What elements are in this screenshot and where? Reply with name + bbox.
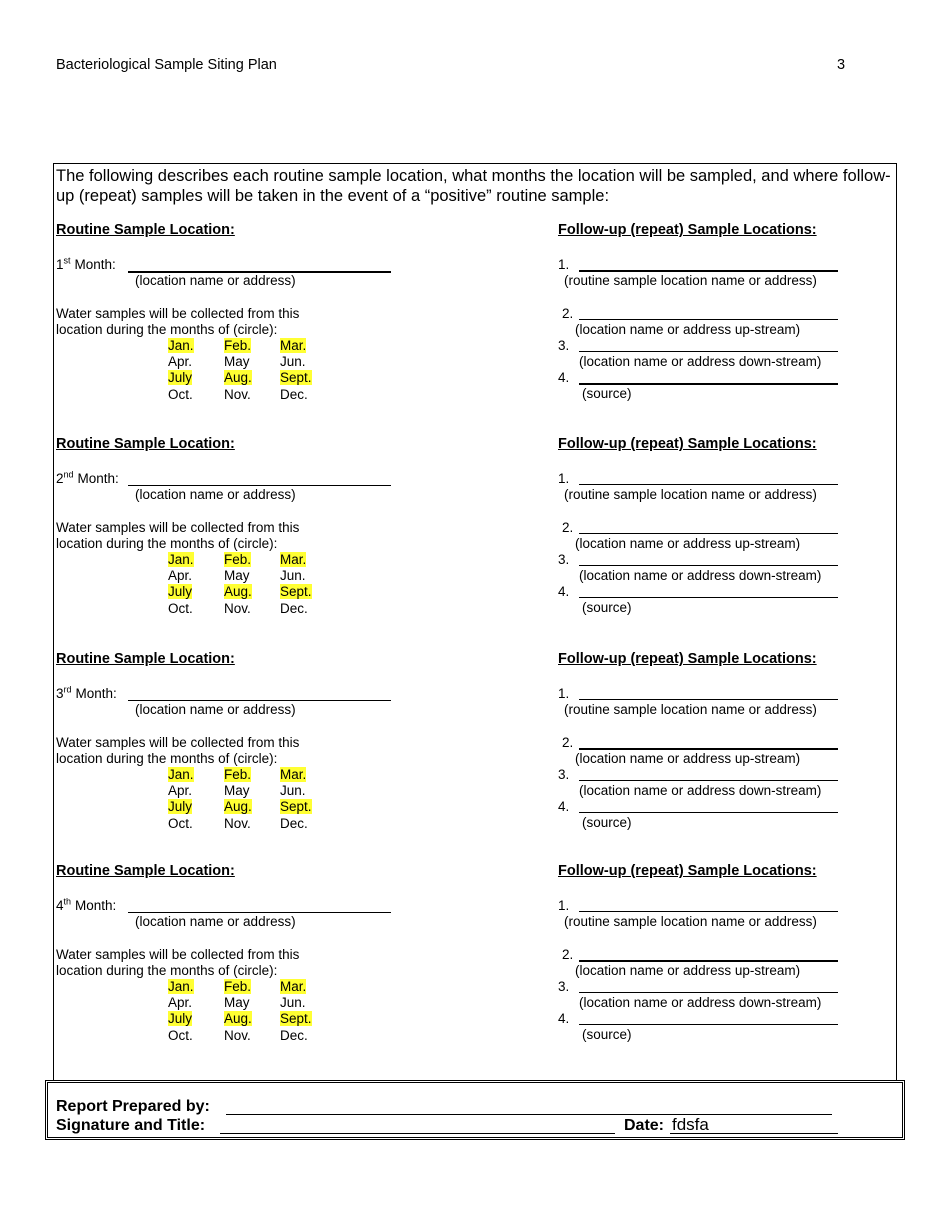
ordinal-number: 4 (56, 898, 64, 913)
followup-number-4: 4. (558, 584, 570, 599)
month-option[interactable]: Sept. (280, 370, 312, 386)
followup-location-field-4[interactable] (579, 597, 838, 598)
followup-location-field-4[interactable] (579, 812, 838, 813)
month-option[interactable]: Dec. (280, 815, 308, 831)
followup-locations-header: Follow-up (repeat) Sample Locations: (558, 436, 817, 452)
report-prepared-label: Report Prepared by: (56, 1098, 210, 1115)
ordinal-number: 1 (56, 257, 64, 272)
month-label: Month: (77, 471, 119, 486)
followup-number-4: 4. (558, 370, 570, 385)
ordinal-number: 3 (56, 686, 64, 701)
water-samples-text: location during the months of (circle): (56, 322, 278, 337)
followup-caption-1: (routine sample location name or address) (564, 487, 817, 502)
routine-location-field[interactable] (128, 912, 391, 913)
ordinal-number: 2 (56, 471, 64, 486)
month-option[interactable]: Aug. (224, 584, 252, 600)
month-option[interactable]: May (224, 568, 250, 584)
followup-number-1: 1. (558, 686, 570, 701)
month-label: Month: (74, 257, 116, 272)
routine-location-header: Routine Sample Location: (56, 436, 235, 452)
followup-location-field-3[interactable] (579, 780, 838, 781)
followup-location-field-1[interactable] (579, 484, 838, 485)
signature-title-field[interactable] (220, 1133, 615, 1134)
month-option[interactable]: July (168, 1011, 193, 1027)
water-samples-text: Water samples will be collected from this (56, 520, 300, 535)
water-samples-text: Water samples will be collected from this (56, 735, 300, 750)
followup-caption-1: (routine sample location name or address) (564, 702, 817, 717)
month-option[interactable]: Sept. (280, 584, 312, 600)
month-option[interactable]: July (168, 799, 193, 815)
followup-caption-3: (location name or address down-stream) (579, 354, 822, 369)
ordinal-suffix: rd (63, 684, 72, 695)
month-option[interactable]: Feb. (224, 979, 252, 994)
followup-caption-3: (location name or address down-stream) (579, 995, 822, 1010)
followup-caption-4: (source) (582, 815, 632, 830)
routine-location-header: Routine Sample Location: (56, 651, 235, 667)
followup-location-field-4[interactable] (579, 1024, 838, 1025)
month-option[interactable]: Jan. (168, 767, 194, 782)
water-samples-text: location during the months of (circle): (56, 963, 278, 978)
followup-number-4: 4. (558, 799, 570, 814)
month-option[interactable]: Nov. (224, 600, 251, 616)
month-option[interactable]: Oct. (168, 1027, 193, 1043)
ordinal-month-label (56, 686, 117, 701)
followup-location-field-4[interactable] (579, 383, 838, 385)
followup-number-1: 1. (558, 471, 570, 486)
month-option[interactable]: Aug. (224, 370, 252, 386)
month-option[interactable]: Aug. (224, 799, 252, 815)
followup-location-field-2[interactable] (579, 533, 838, 534)
month-option[interactable]: Mar. (280, 979, 307, 994)
month-option[interactable]: May (224, 995, 250, 1011)
followup-caption-2: (location name or address up-stream) (575, 322, 801, 337)
followup-number-2: 2. (562, 306, 574, 321)
month-option[interactable]: Feb. (224, 338, 252, 353)
report-prepared-field[interactable] (226, 1114, 832, 1115)
month-option[interactable]: Nov. (224, 1027, 251, 1043)
date-label: Date: (624, 1117, 665, 1134)
month-option[interactable]: Jun. (280, 995, 306, 1011)
followup-caption-2: (location name or address up-stream) (575, 751, 801, 766)
month-option[interactable]: Sept. (280, 1011, 312, 1027)
followup-location-field-3[interactable] (579, 992, 838, 993)
month-option[interactable]: Nov. (224, 386, 251, 402)
month-option[interactable]: Oct. (168, 815, 193, 831)
month-option[interactable]: Jun. (280, 354, 306, 370)
month-option[interactable]: Apr. (168, 568, 193, 584)
month-option[interactable]: Jun. (280, 568, 306, 584)
month-option[interactable]: July (168, 584, 193, 600)
month-option[interactable]: May (224, 354, 250, 370)
followup-number-3: 3. (558, 767, 570, 782)
followup-number-1: 1. (558, 257, 570, 272)
followup-caption-4: (source) (582, 1027, 632, 1042)
water-samples-text: location during the months of (circle): (56, 536, 278, 551)
document-title: Bacteriological Sample Siting Plan (56, 57, 277, 73)
followup-location-field-2[interactable] (579, 748, 838, 750)
main-form-box (53, 163, 897, 1081)
followup-caption-1: (routine sample location name or address) (564, 914, 817, 929)
followup-locations-header: Follow-up (repeat) Sample Locations: (558, 863, 817, 879)
ordinal-month-label (56, 898, 116, 913)
location-caption: (location name or address) (135, 273, 296, 288)
month-option[interactable]: Jan. (168, 979, 194, 994)
month-option[interactable]: Dec. (280, 1027, 308, 1043)
month-option[interactable]: Mar. (280, 767, 307, 782)
followup-caption-3: (location name or address down-stream) (579, 568, 822, 583)
location-caption: (location name or address) (135, 702, 296, 717)
followup-caption-2: (location name or address up-stream) (575, 963, 801, 978)
month-option[interactable]: Apr. (168, 783, 193, 799)
followup-location-field-1[interactable] (579, 699, 838, 700)
month-option[interactable]: Nov. (224, 815, 251, 831)
month-option[interactable]: Apr. (168, 995, 193, 1011)
ordinal-suffix: th (63, 896, 72, 907)
followup-locations-header: Follow-up (repeat) Sample Locations: (558, 222, 817, 238)
location-caption: (location name or address) (135, 487, 296, 502)
followup-caption-4: (source) (582, 386, 632, 401)
followup-location-field-3[interactable] (579, 565, 838, 566)
ordinal-month-label (56, 471, 119, 486)
followup-number-4: 4. (558, 1011, 570, 1026)
month-option[interactable]: Mar. (280, 338, 307, 353)
month-option[interactable]: Jan. (168, 338, 194, 353)
routine-location-field[interactable] (128, 485, 391, 486)
month-option[interactable]: Oct. (168, 386, 193, 402)
followup-number-2: 2. (562, 520, 574, 535)
ordinal-suffix: nd (63, 469, 74, 480)
month-option[interactable]: Aug. (224, 1011, 252, 1027)
water-samples-text: Water samples will be collected from this (56, 306, 300, 321)
followup-number-3: 3. (558, 979, 570, 994)
month-option[interactable]: Dec. (280, 386, 308, 402)
routine-location-field[interactable] (128, 700, 391, 701)
location-caption: (location name or address) (135, 914, 296, 929)
month-option[interactable]: Apr. (168, 354, 193, 370)
month-option[interactable]: Feb. (224, 767, 252, 782)
water-samples-text: location during the months of (circle): (56, 751, 278, 766)
page-number: 3 (837, 57, 846, 73)
followup-caption-2: (location name or address up-stream) (575, 536, 801, 551)
followup-locations-header: Follow-up (repeat) Sample Locations: (558, 651, 817, 667)
month-option[interactable]: Feb. (224, 552, 252, 567)
followup-number-2: 2. (562, 947, 574, 962)
month-option[interactable]: May (224, 783, 250, 799)
ordinal-month-label (56, 257, 116, 272)
followup-caption-4: (source) (582, 600, 632, 615)
month-label: Month: (75, 686, 117, 701)
routine-location-header: Routine Sample Location: (56, 863, 235, 879)
followup-location-field-3[interactable] (579, 351, 838, 352)
month-option[interactable]: Dec. (280, 600, 308, 616)
followup-location-field-1[interactable] (579, 911, 838, 912)
followup-location-field-2[interactable] (579, 960, 838, 962)
signature-title-label: Signature and Title: (56, 1117, 206, 1134)
followup-number-3: 3. (558, 552, 570, 567)
followup-number-2: 2. (562, 735, 574, 750)
month-option[interactable]: Jan. (168, 552, 194, 567)
followup-location-field-2[interactable] (579, 319, 838, 320)
followup-location-field-1[interactable] (579, 270, 838, 272)
month-label: Month: (75, 898, 117, 913)
ordinal-suffix: st (63, 255, 71, 266)
month-option[interactable]: Jun. (280, 783, 306, 799)
water-samples-text: Water samples will be collected from this (56, 947, 300, 962)
month-option[interactable]: Sept. (280, 799, 312, 815)
month-option[interactable]: Oct. (168, 600, 193, 616)
followup-number-1: 1. (558, 898, 570, 913)
followup-caption-1: (routine sample location name or address) (564, 273, 817, 288)
routine-location-header: Routine Sample Location: (56, 222, 235, 238)
followup-number-3: 3. (558, 338, 570, 353)
month-option[interactable]: Mar. (280, 552, 307, 567)
intro-paragraph: The following describes each routine sample location, what months the location will be sampled, and where follow-up (repeat) samples will be taken in the event of a “positive” routine sample: (56, 167, 891, 205)
followup-caption-3: (location name or address down-stream) (579, 783, 822, 798)
date-field[interactable]: fdsfa (672, 1115, 709, 1134)
month-option[interactable]: July (168, 370, 193, 386)
